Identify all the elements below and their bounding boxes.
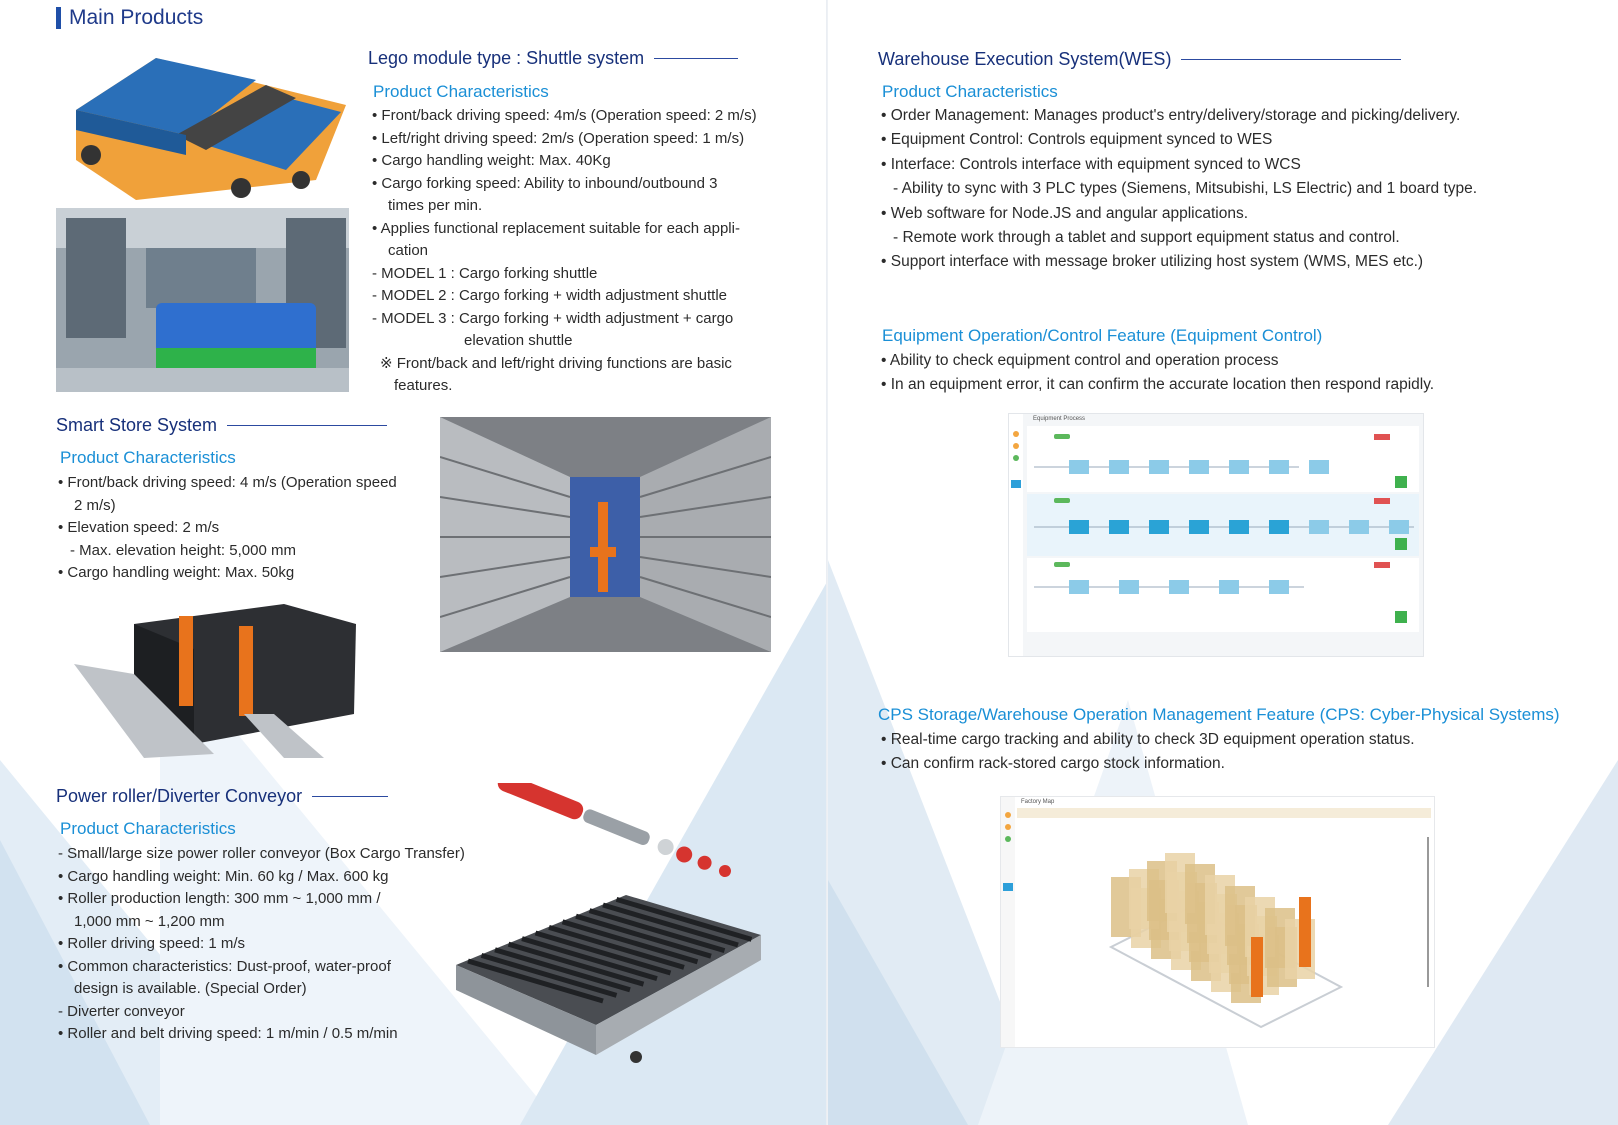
equipment-control-list (881, 349, 1601, 397)
process-node (1069, 580, 1089, 594)
roller-conveyor-image (456, 895, 761, 1065)
process-node (1189, 520, 1209, 534)
wes-characteristics-list (881, 104, 1601, 275)
smart-characteristics-list (58, 472, 428, 585)
list-item: features. (394, 377, 453, 394)
smart-title-text: Smart Store System (56, 415, 218, 435)
list-item: • Interface: Controls interface with equipment synced to WCS (881, 155, 1301, 173)
process-node (1149, 460, 1169, 474)
list-item: • Left/right driving speed: 2m/s (Operation speed: 1 m/s) (372, 129, 745, 147)
wes-product-characteristics: Product Characteristics (882, 82, 1058, 101)
list-item: • In an equipment error, it can confirm the accurate location then respond rapidly. (881, 376, 1435, 393)
main-products-title (56, 6, 203, 30)
conveyor-product-characteristics: Product Characteristics (60, 819, 236, 838)
list-item: • Real-time cargo tracking and ability to check 3D equipment operation status. (881, 731, 1415, 748)
process-node (1389, 520, 1409, 534)
list-item: • Support interface with message broker utilizing host system (WMS, MES etc.) (881, 253, 1424, 271)
list-item: - Max. elevation height: 5,000 mm (70, 541, 296, 559)
conveyor-title-text: Power roller/Diverter Conveyor (56, 786, 303, 806)
list-item: • Equipment Control: Controls equipment synced to WES (881, 131, 1273, 149)
process-node (1069, 520, 1089, 534)
screen-title: Factory Map (1021, 799, 1055, 805)
smart-store-aisle-photo (440, 417, 771, 652)
title-rule (227, 425, 387, 426)
list-item: - MODEL 3 : Cargo forking + width adjustment + cargo (372, 309, 734, 327)
lego-product-characteristics: Product Characteristics (373, 82, 549, 101)
equipment-process-screenshot (1008, 413, 1424, 657)
list-item: - Ability to sync with 3 PLC types (Siemens, Mitsubishi, LS Electric) and 1 board type. (893, 180, 1478, 198)
list-item: • Cargo forking speed: Ability to inbound/outbound 3 (372, 174, 718, 192)
list-item: • Roller driving speed: 1 m/s (58, 935, 245, 952)
list-item: cation (388, 242, 429, 259)
shuttle-rack-photo (56, 208, 349, 392)
process-node (1119, 580, 1139, 594)
lego-section-title (368, 48, 738, 69)
process-node (1149, 520, 1169, 534)
list-item: ※ Front/back and left/right driving functions are basic (380, 354, 732, 372)
list-item: • Roller and belt driving speed: 1 m/min / 0.5 m/min (58, 1025, 398, 1042)
power-roller-parts-image (494, 783, 764, 883)
process-node (1349, 520, 1369, 534)
list-item: • Order Management: Manages product's entry/delivery/storage and picking/delivery. (881, 107, 1461, 124)
title-rule (654, 58, 738, 59)
factory-map-screenshot (1000, 796, 1435, 1048)
process-node (1269, 580, 1289, 594)
process-node (1309, 520, 1329, 534)
screen-title: Equipment Process (1033, 416, 1086, 422)
wes-title-text: Warehouse Execution System(WES) (878, 49, 1172, 69)
list-item: - MODEL 2 : Cargo forking + width adjustment shuttle (372, 287, 728, 304)
list-item: - Diverter conveyor (58, 1002, 185, 1020)
list-item: 2 m/s) (74, 496, 116, 514)
list-item: • Cargo handling weight: Max. 40Kg (372, 152, 611, 169)
title-rule (312, 796, 388, 797)
cps-section-title: CPS Storage/Warehouse Operation Management Feature (CPS: Cyber-Physical Systems) (878, 705, 1560, 724)
list-item: • Roller production length: 300 mm ~ 1,000 mm / (58, 890, 381, 907)
smart-product-characteristics: Product Characteristics (60, 448, 236, 467)
process-node (1269, 460, 1289, 474)
list-item: 1,000 mm ~ 1,200 mm (74, 912, 225, 930)
process-node (1229, 520, 1249, 534)
list-item: • Elevation speed: 2 m/s (58, 519, 220, 536)
smart-store-system-render (74, 604, 356, 758)
process-node (1109, 520, 1129, 534)
right-page (828, 0, 1618, 1125)
list-item: - Remote work through a tablet and support equipment status and control. (893, 229, 1400, 247)
smart-store-section-title (56, 415, 387, 436)
title-rule (1181, 59, 1401, 60)
process-node (1219, 580, 1239, 594)
list-item: elevation shuttle (464, 332, 573, 349)
list-item: design is available. (Special Order) (74, 980, 307, 997)
lego-characteristics-list (372, 105, 772, 398)
list-item: • Applies functional replacement suitable for each appli- (372, 219, 740, 237)
list-item: • Ability to check equipment control and operation process (881, 352, 1279, 369)
list-item: • Cargo handling weight: Max. 50kg (58, 564, 295, 581)
process-node (1309, 460, 1329, 474)
title-bar-marker (56, 7, 61, 29)
process-node (1169, 580, 1189, 594)
process-node (1269, 520, 1289, 534)
list-item: • Common characteristics: Dust-proof, water-proof (58, 957, 391, 975)
cps-characteristics-list (881, 728, 1601, 775)
conveyor-characteristics-list (58, 843, 488, 1046)
process-node (1109, 460, 1129, 474)
process-node (1189, 460, 1209, 474)
list-item: - MODEL 1 : Cargo forking shuttle (372, 264, 598, 282)
main-products-label: Main Products (69, 6, 204, 29)
equipment-control-title: Equipment Operation/Control Feature (Equipment Control) (882, 326, 1323, 345)
list-item: • Cargo handling weight: Min. 60 kg / Max. 600 kg (58, 867, 389, 885)
list-item: • Can confirm rack-stored cargo stock information. (881, 754, 1225, 772)
list-item: • Front/back driving speed: 4 m/s (Operation speed (58, 474, 397, 491)
list-item: - Small/large size power roller conveyor (Box Cargo Transfer) (58, 845, 465, 862)
lego-title-text: Lego module type : Shuttle system (368, 48, 645, 68)
list-item: times per min. (388, 197, 483, 214)
wes-section-title (878, 49, 1401, 70)
list-item: • Web software for Node.JS and angular applications. (881, 204, 1249, 222)
list-item: • Front/back driving speed: 4m/s (Operation speed: 2 m/s) (372, 107, 757, 124)
shuttle-robot-image (56, 50, 346, 200)
process-node (1229, 460, 1249, 474)
process-node (1069, 460, 1089, 474)
conveyor-section-title (56, 786, 388, 807)
